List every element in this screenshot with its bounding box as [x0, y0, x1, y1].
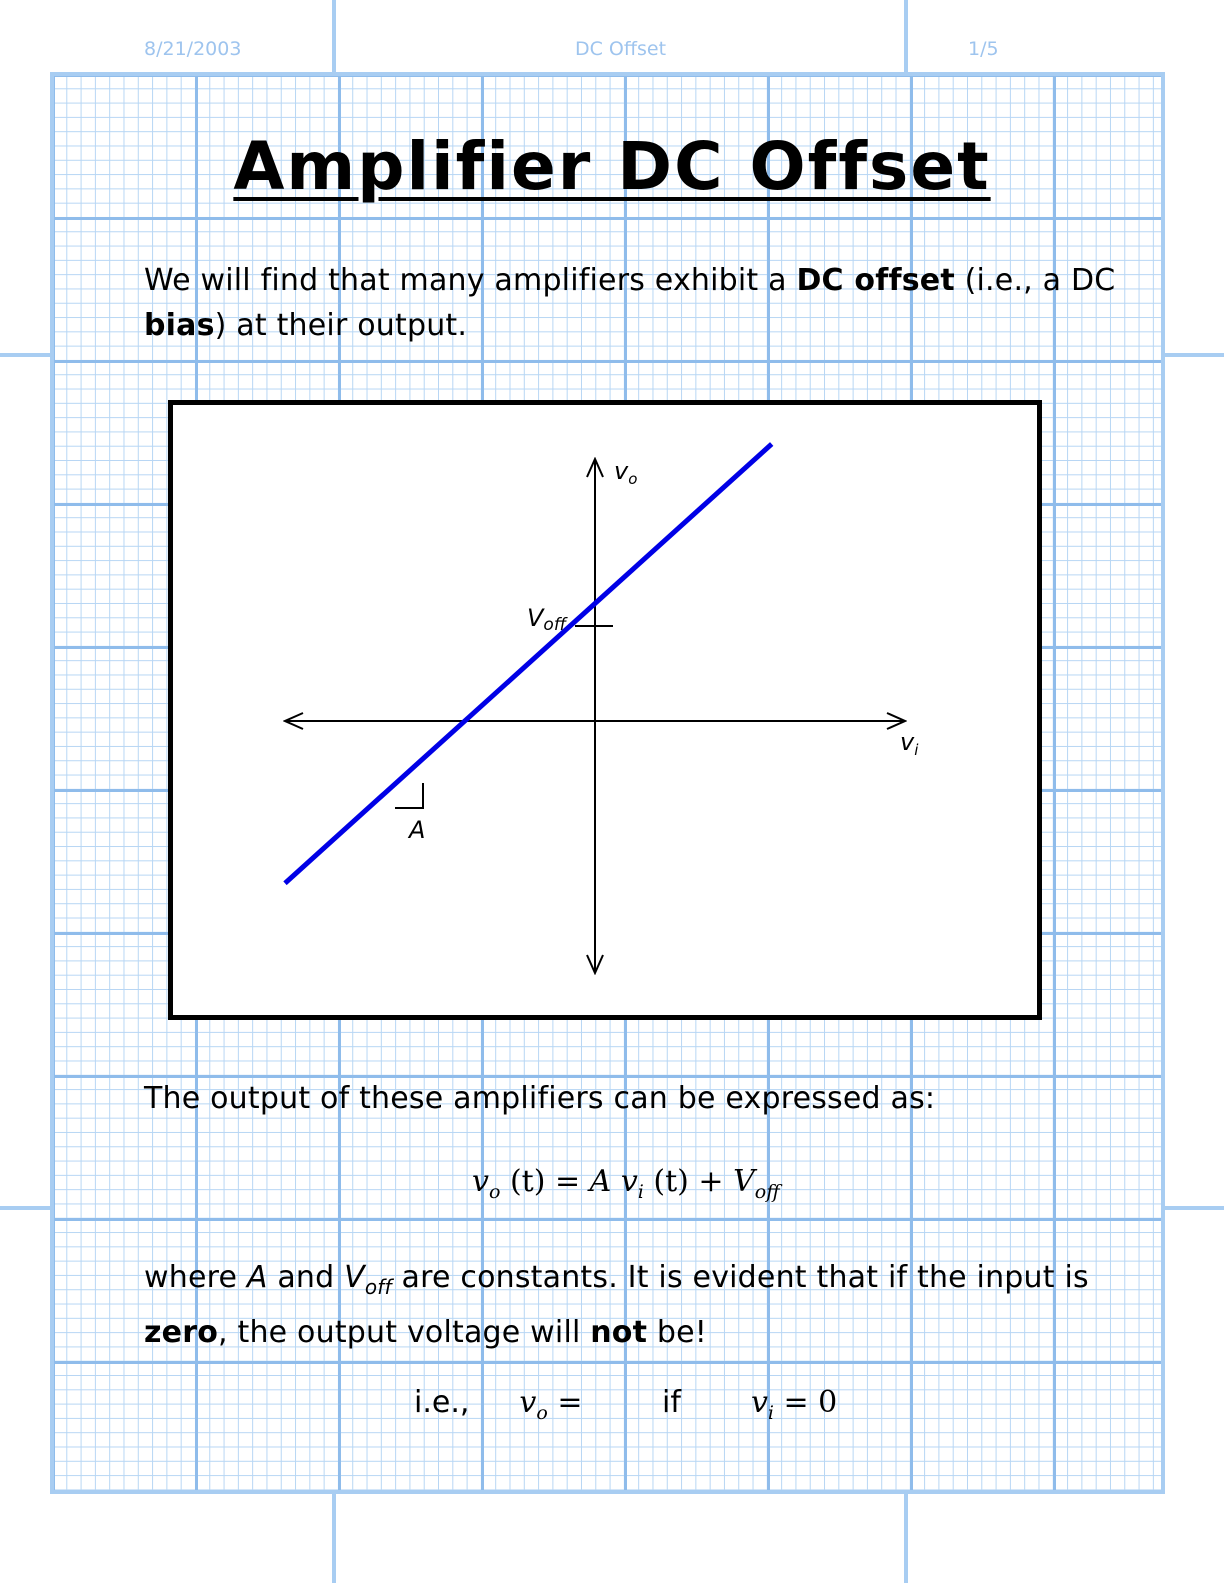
- y-axis-label: $v_o$: [614, 457, 638, 488]
- intro-paragraph: We will find that many amplifiers exhibit a DC offset (i.e., a DC bias) at their output.: [144, 263, 1116, 343]
- transfer-characteristic-plot: [173, 405, 1047, 1025]
- offset-equation: $v_o$ (t) = A $v_i$ $(t) + V_{off}$: [472, 1164, 780, 1203]
- page-title: Amplifier DC Offset: [233, 128, 991, 205]
- ie-equation-line: i.e., $v_o$ = if $v_i = 0$: [414, 1385, 838, 1424]
- output-intro-paragraph: The output of these amplifiers can be expressed as:: [144, 1081, 936, 1116]
- slope-triangle: [395, 783, 423, 808]
- header-title: DC Offset: [575, 38, 667, 60]
- x-axis-label: $v_i$: [900, 728, 919, 759]
- conclusion-paragraph: where A and $V_{off}$ are constants. It is evident that if the input is zero, the output voltage will not be!: [144, 1260, 1089, 1350]
- transfer-characteristic-figure: [168, 400, 1042, 1020]
- header-page-number: 1/5: [968, 38, 999, 60]
- series-line: [285, 444, 772, 883]
- slope-label: A: [409, 816, 426, 844]
- header-date: 8/21/2003: [144, 38, 242, 60]
- intercept-label: Voff: [527, 604, 567, 635]
